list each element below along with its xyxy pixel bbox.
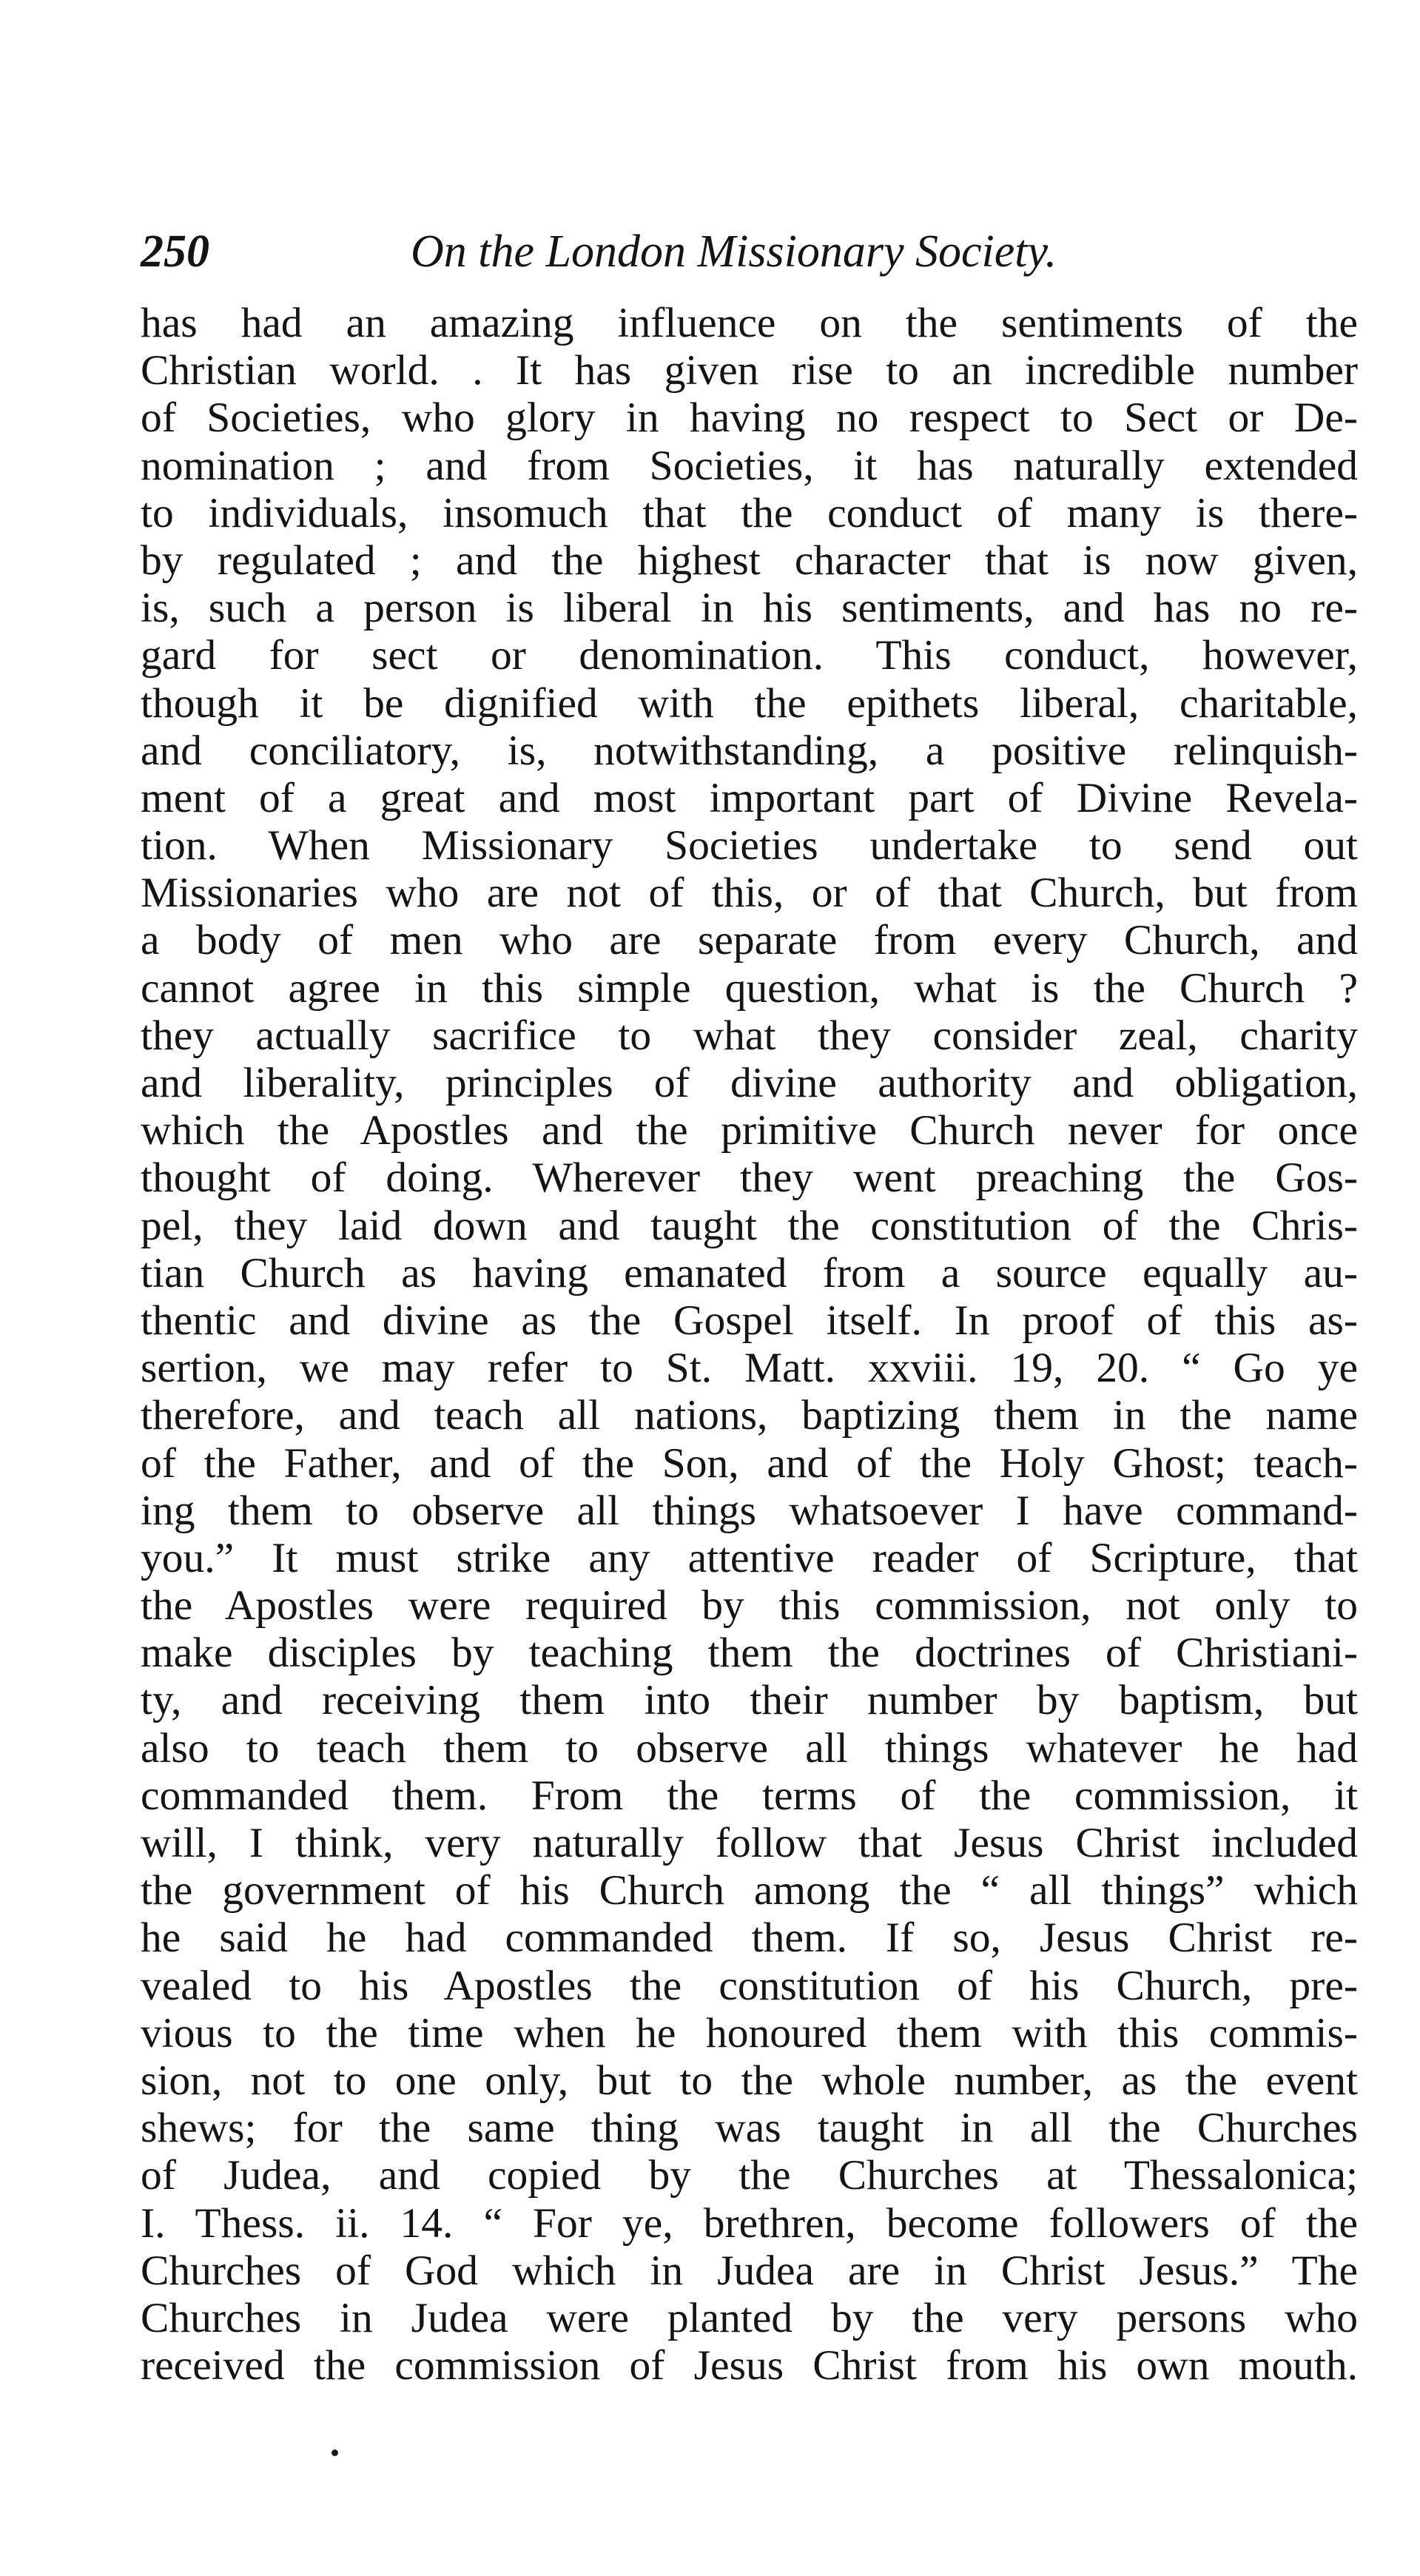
text-line: gard for sect or denomination. This conduct, however, bbox=[141, 632, 1358, 679]
text-line: pel, they laid down and taught the constitution of the Chris- bbox=[141, 1202, 1358, 1249]
text-line: received the commission of Jesus Christ from his own mouth. bbox=[141, 2342, 1358, 2390]
text-line: will, I think, very naturally follow that Jesus Christ included bbox=[141, 1820, 1358, 1866]
body-text bbox=[141, 300, 1358, 2390]
text-line: Christian world. . It has given rise to an incredible number bbox=[141, 347, 1358, 394]
text-line: to individuals, insomuch that the conduct of many is there- bbox=[141, 489, 1358, 537]
text-line: which the Apostles and the primitive Church never for once bbox=[141, 1107, 1358, 1154]
text-line: ty, and receiving them into their number by baptism, but bbox=[141, 1677, 1358, 1724]
text-line: tion. When Missionary Societies undertake to send out bbox=[141, 822, 1358, 870]
text-line: commanded them. From the terms of the commission, it bbox=[141, 1772, 1358, 1819]
text-line: sion, not to one only, but to the whole number, as the event bbox=[141, 2057, 1358, 2104]
text-line: of the Father, and of the Son, and of the Holy Ghost; teach- bbox=[141, 1439, 1358, 1487]
text-line: of Societies, who glory in having no respect to Sect or De- bbox=[141, 394, 1358, 442]
text-line: he said he had commanded them. If so, Jesus Christ re- bbox=[141, 1914, 1358, 1962]
text-line: vious to the time when he honoured them with this commis- bbox=[141, 2009, 1358, 2057]
text-line: nomination ; and from Societies, it has naturally extended bbox=[141, 442, 1358, 489]
text-line: also to teach them to observe all things whatever he had bbox=[141, 1724, 1358, 1772]
text-line: is, such a person is liberal in his sentiments, and has no re- bbox=[141, 585, 1358, 632]
text-line: and liberality, principles of divine authority and obligation, bbox=[141, 1060, 1358, 1106]
text-line: the Apostles were required by this commission, not only to bbox=[141, 1582, 1358, 1630]
page-header bbox=[141, 222, 1354, 281]
text-line: a body of men who are separate from every Church, and bbox=[141, 917, 1358, 964]
text-line: sertion, we may refer to St. Matt. xxviii. 19, 20. “ Go ye bbox=[141, 1345, 1358, 1392]
ink-mark bbox=[332, 2449, 338, 2456]
text-line: has had an amazing influence on the sentiments of the bbox=[141, 300, 1358, 346]
text-line: and conciliatory, is, notwithstanding, a positive relinquish- bbox=[141, 727, 1358, 774]
text-line: Missionaries who are not of this, or of that Church, but from bbox=[141, 870, 1358, 917]
text-line: ment of a great and most important part of Divine Revela- bbox=[141, 774, 1358, 821]
text-line: make disciples by teaching them the doctrines of Christiani- bbox=[141, 1630, 1358, 1677]
text-line: vealed to his Apostles the constitution of his Church, pre- bbox=[141, 1962, 1358, 2009]
text-line: thentic and divine as the Gospel itself. In proof of this as- bbox=[141, 1297, 1358, 1344]
text-line: tian Church as having emanated from a source equally au- bbox=[141, 1249, 1358, 1297]
text-line: the government of his Church among the “ all things” which bbox=[141, 1867, 1358, 1914]
text-line: ing them to observe all things whatsoever I have command- bbox=[141, 1487, 1358, 1534]
text-line: thought of doing. Wherever they went preaching the Gos- bbox=[141, 1154, 1358, 1202]
text-line: they actually sacrifice to what they consider zeal, charity bbox=[141, 1012, 1358, 1059]
page-number: 250 bbox=[141, 226, 209, 277]
text-line: Churches of God which in Judea are in Christ Jesus.” The bbox=[141, 2247, 1358, 2294]
text-line: of Judea, and copied by the Churches at Thessalonica; bbox=[141, 2152, 1358, 2199]
text-line: Churches in Judea were planted by the very persons who bbox=[141, 2294, 1358, 2341]
text-line: therefore, and teach all nations, baptizing them in the name bbox=[141, 1392, 1358, 1439]
text-line: though it be dignified with the epithets liberal, charitable, bbox=[141, 679, 1358, 727]
text-line: shews; for the same thing was taught in all the Churches bbox=[141, 2105, 1358, 2152]
text-line: cannot agree in this simple question, what is the Church ? bbox=[141, 964, 1358, 1012]
text-line: by regulated ; and the highest character that is now given, bbox=[141, 537, 1358, 584]
text-line: you.” It must strike any attentive reader of Scripture, that bbox=[141, 1534, 1358, 1581]
running-title: On the London Missionary Society. bbox=[411, 226, 1057, 277]
text-line: I. Thess. ii. 14. “ For ye, brethren, become followers of the bbox=[141, 2199, 1358, 2247]
